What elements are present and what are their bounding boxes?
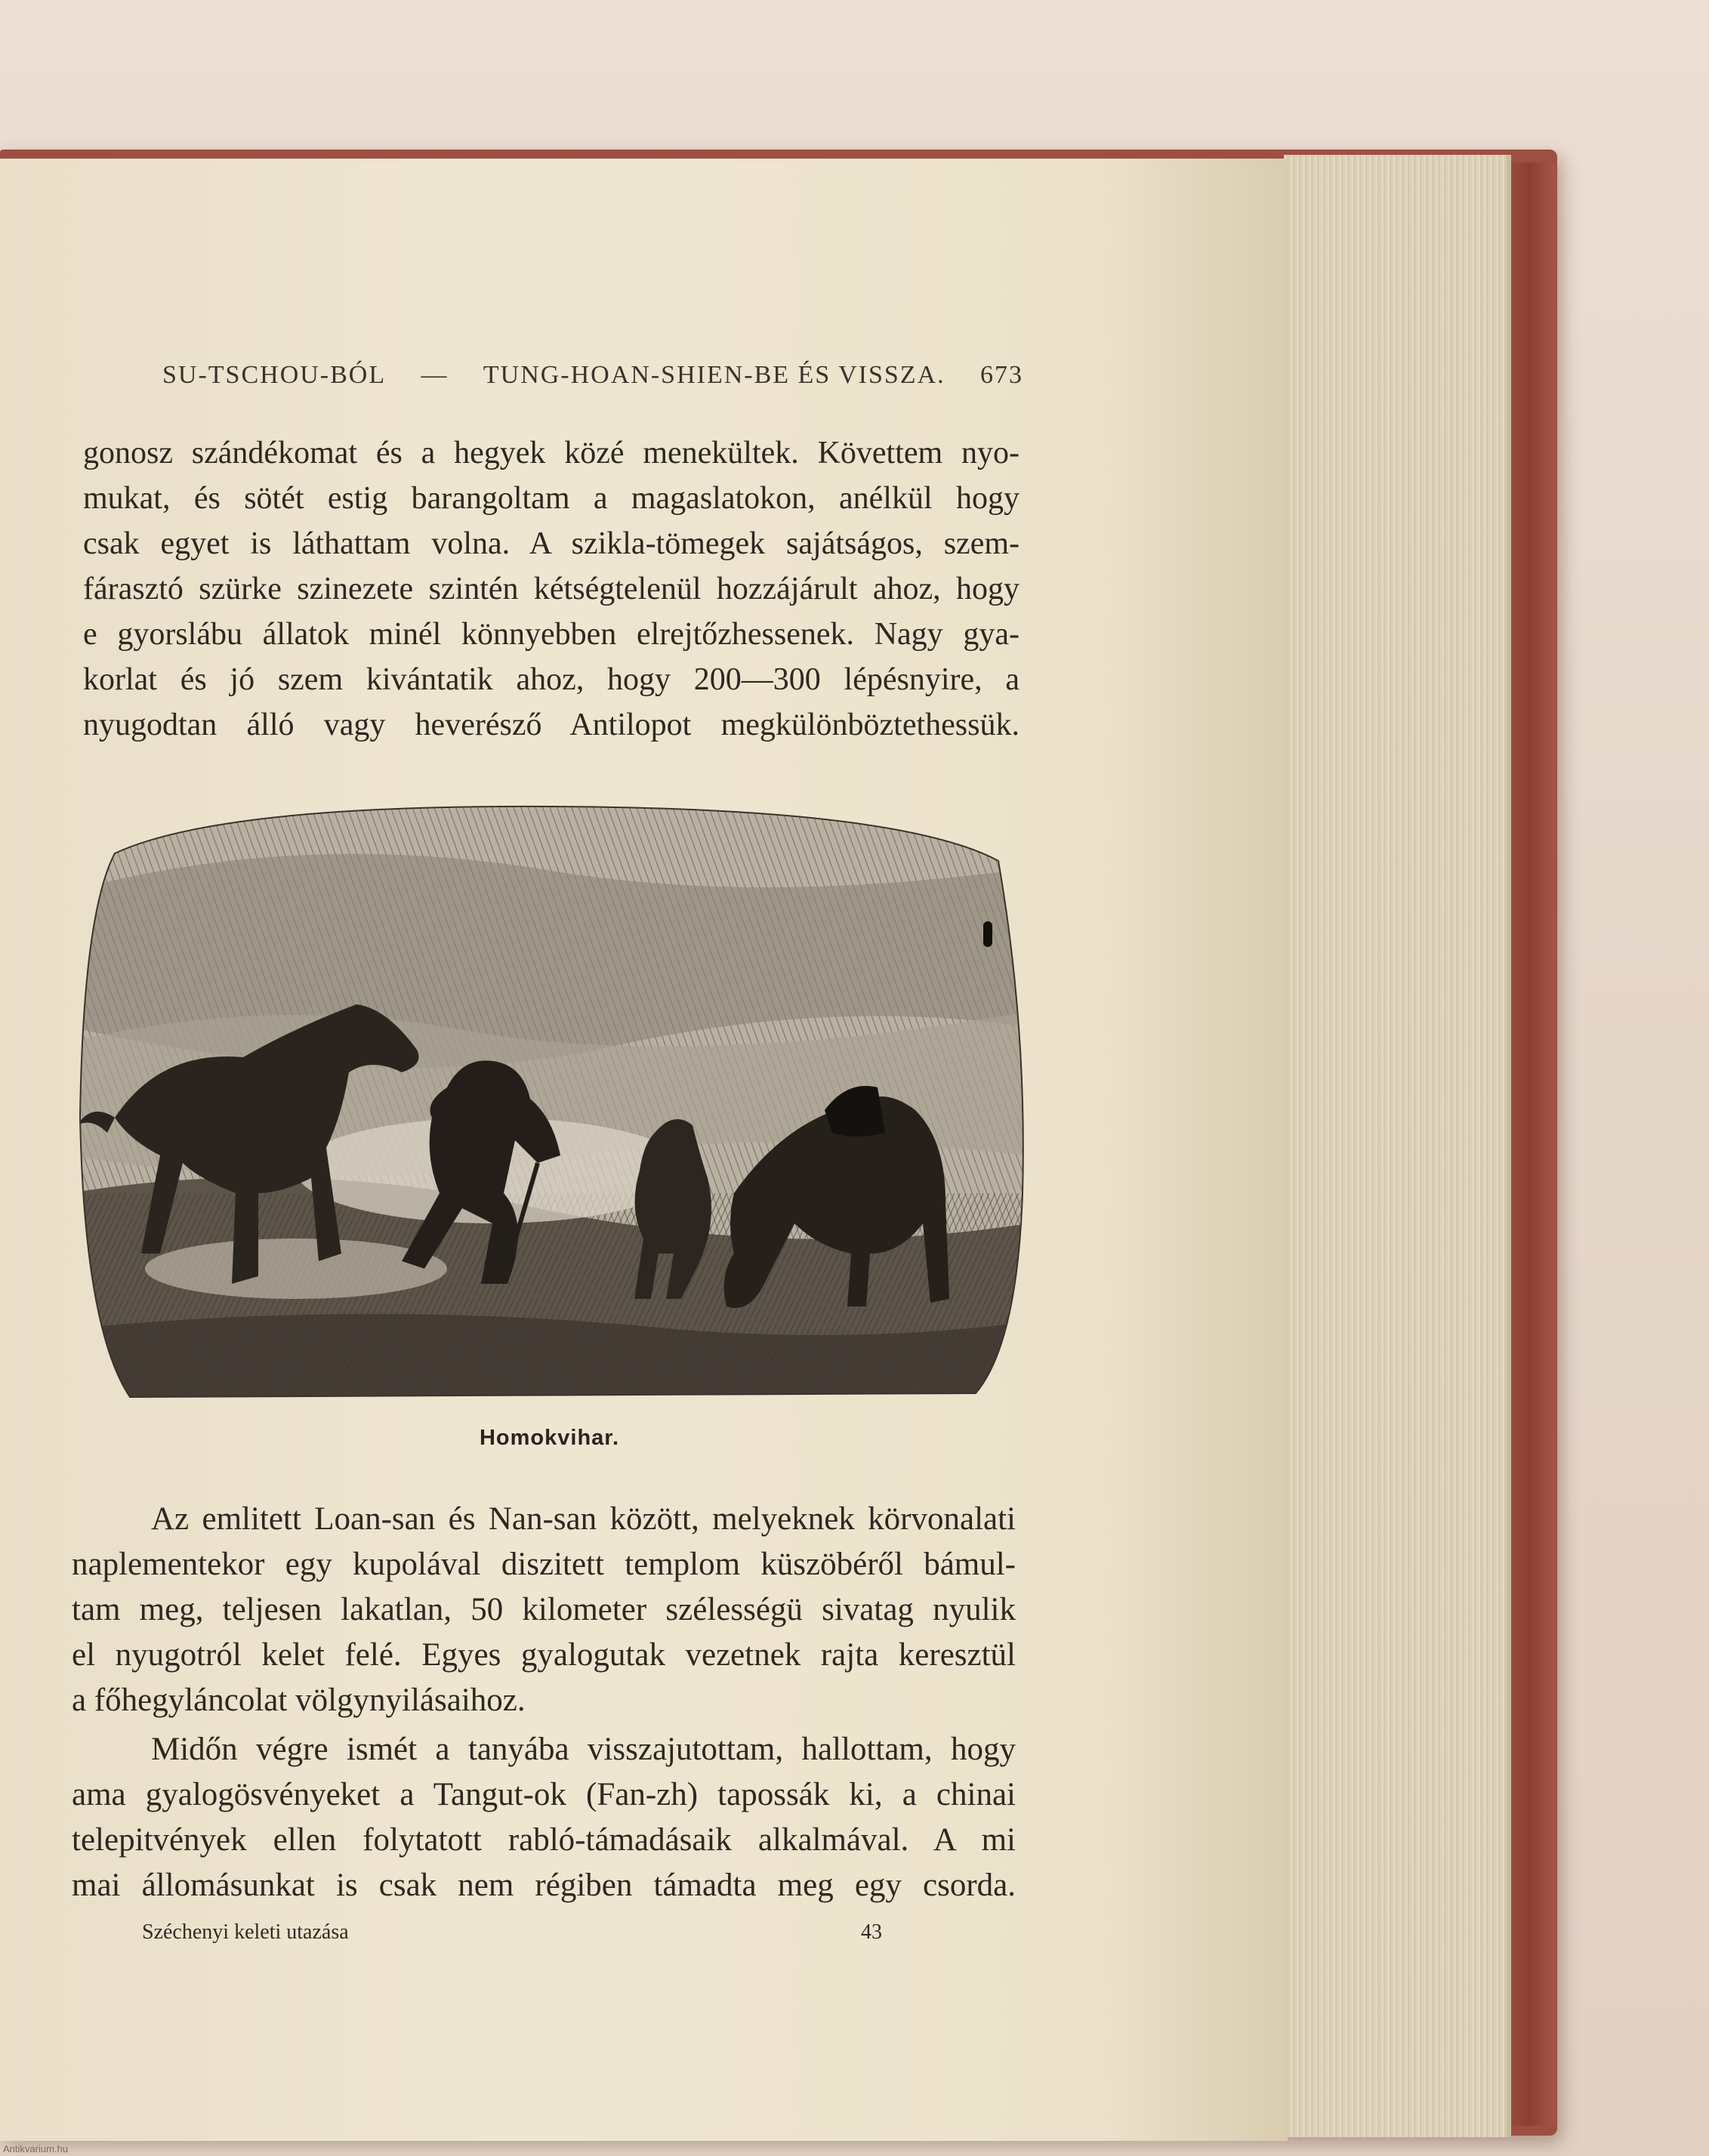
- ink-spot: [983, 921, 992, 947]
- text-line: mai állomásunkat is csak nem régiben támadta meg egy csorda.: [72, 1868, 1016, 1903]
- text-line: naplementekor egy kupolával diszitett templom küszöbéről bámul-: [72, 1547, 1016, 1582]
- running-head-right: TUNG-HOAN-SHIEN-BE ÉS VISSZA.: [483, 361, 946, 389]
- text-line: tam meg, teljesen lakatlan, 50 kilometer szélességü sivatag nyulik: [72, 1592, 1016, 1627]
- text-line: mukat, és sötét estig barangoltam a magaslatokon, anélkül hogy: [83, 481, 1020, 516]
- text-line: gonosz szándékomat és a hegyek közé menekültek. Követtem nyo-: [83, 436, 1020, 470]
- watermark: Antikvarium.hu: [3, 2143, 68, 2154]
- page-edges: [1284, 155, 1511, 2137]
- text-line: a főhegyláncolat völgynyilásaihoz.: [72, 1683, 526, 1718]
- text-line: korlat és jó szem kivántatik ahoz, hogy 200—300 lépésnyire, a: [83, 662, 1020, 697]
- running-head: [162, 361, 1023, 390]
- text-line: fárasztó szürke szinezete szintén kétségtelenül hozzájárult ahoz, hogy: [83, 572, 1020, 606]
- sandstorm-engraving: [69, 800, 1029, 1405]
- printer-signature: Széchenyi keleti utazása: [142, 1920, 349, 1944]
- text-line: Midőn végre ismét a tanyába visszajutottam, hallottam, hogy: [151, 1732, 1016, 1767]
- figure-caption: Homokvihar.: [479, 1426, 620, 1450]
- page-footer: [142, 1920, 882, 1945]
- text-line: nyugodtan álló vagy heverésző Antilopot megkülönböztethessük.: [83, 708, 1020, 742]
- text-line: Az emlitett Loan-san és Nan-san között, melyeknek körvonalati: [151, 1501, 1016, 1537]
- page-number: 673: [980, 361, 1023, 389]
- text-line: el nyugotról kelet felé. Egyes gyalogutak vezetnek rajta keresztül: [72, 1637, 1016, 1673]
- text-line: ama gyalogösvényeket a Tangut-ok (Fan-zh) tapossák ki, a chinai: [72, 1777, 1016, 1812]
- running-head-dash: —: [421, 361, 449, 389]
- text-line: e gyorslábu állatok minél könnyebben elrejtőzhessenek. Nagy gya-: [83, 617, 1020, 652]
- running-head-left: SU-TSCHOU-BÓL: [162, 361, 387, 389]
- sheet-number: 43: [861, 1920, 882, 1944]
- text-line: csak egyet is láthattam volna. A szikla-tömegek sajátságos, szem-: [83, 526, 1020, 561]
- text-line: telepitvények ellen folytatott rabló-támadásaik alkalmával. A mi: [72, 1822, 1016, 1858]
